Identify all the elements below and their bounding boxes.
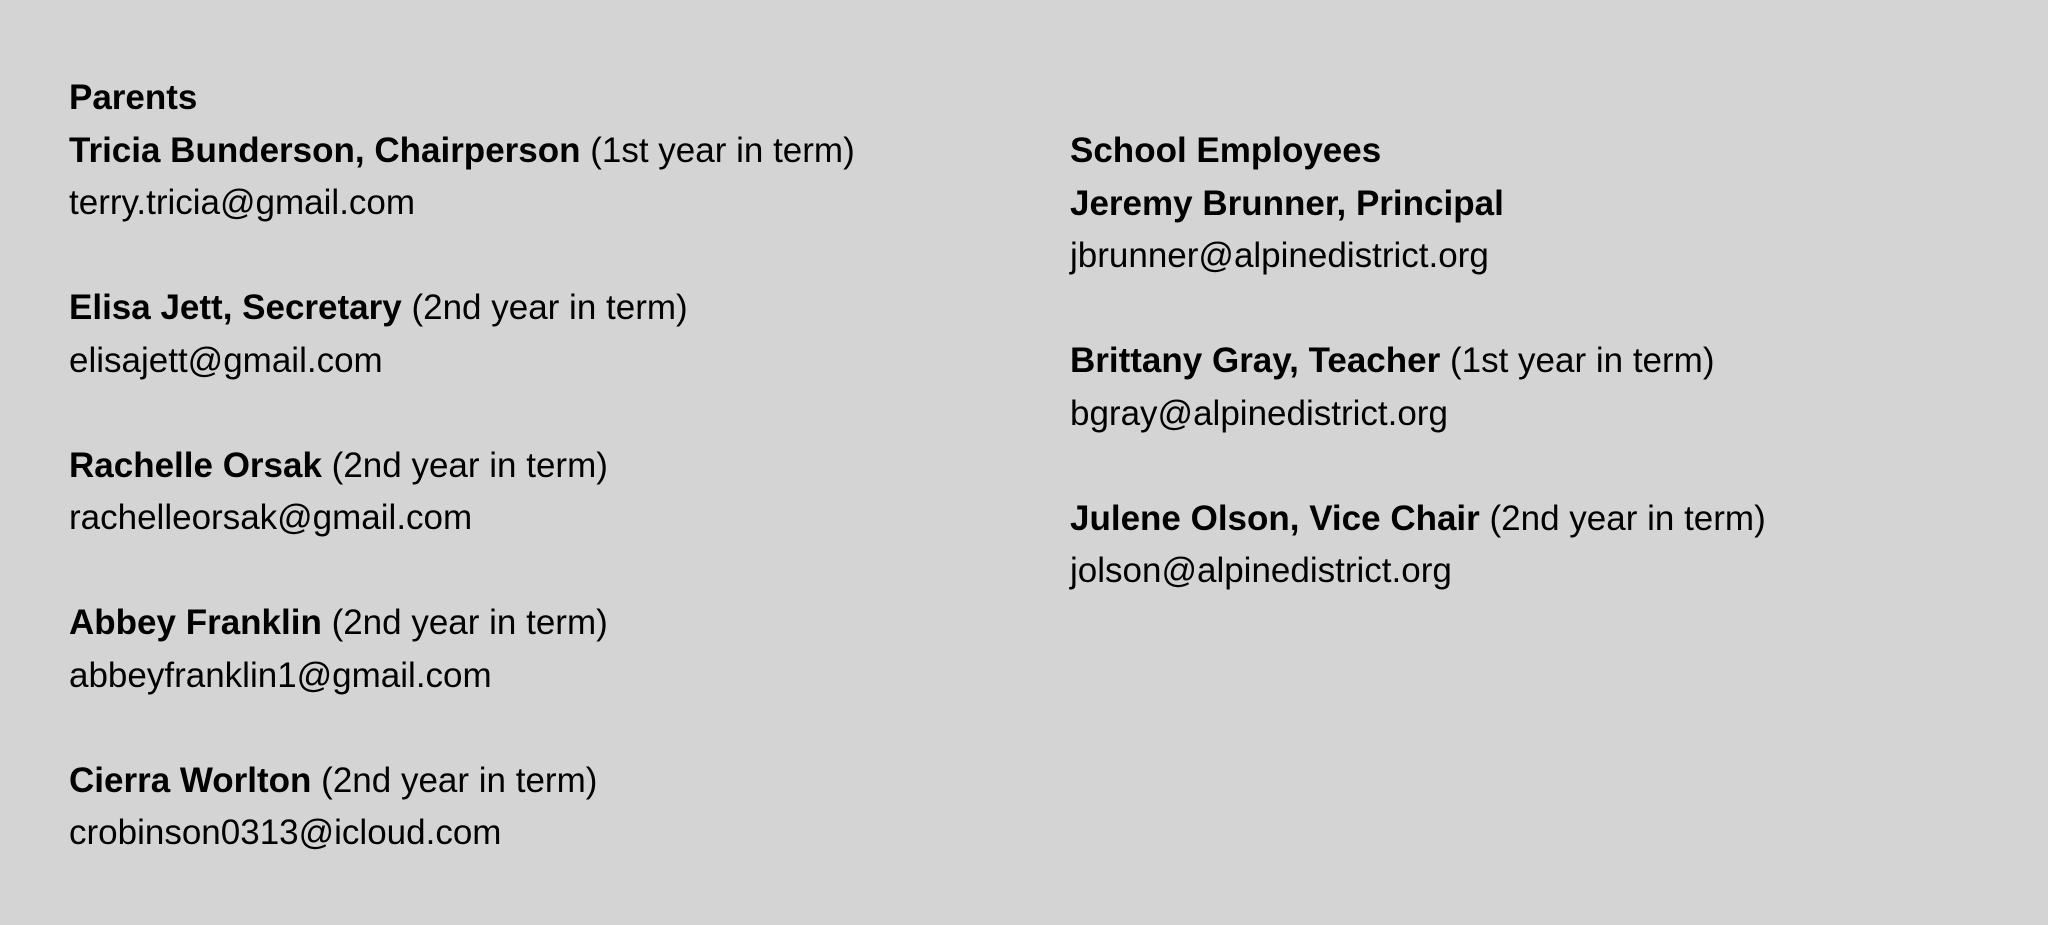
parent-entry	[69, 125, 1029, 230]
parents-heading: Parents	[69, 78, 198, 117]
member-term: (2nd year in term)	[1489, 498, 1766, 538]
parent-entry	[69, 440, 1029, 545]
member-term: (2nd year in term)	[331, 445, 608, 485]
member-name-role: Rachelle Orsak	[69, 445, 322, 485]
parents-column	[69, 72, 1029, 860]
member-term: (1st year in term)	[1449, 341, 1715, 380]
employee-entry	[1070, 493, 1970, 598]
parent-entry	[69, 597, 1029, 702]
member-email[interactable]: jolson@alpinedistrict.org	[1070, 551, 1452, 590]
member-name-role: Cierra Worlton	[69, 760, 312, 800]
member-term: (2nd year in term)	[331, 603, 608, 642]
member-email[interactable]: jbrunner@alpinedistrict.org	[1070, 236, 1489, 275]
employees-heading: School Employees	[1070, 131, 1382, 170]
member-email[interactable]: rachelleorsak@gmail.com	[69, 498, 473, 537]
employees-column	[1070, 125, 1970, 598]
member-email[interactable]: crobinson0313@icloud.com	[69, 813, 502, 852]
member-email[interactable]: abbeyfranklin1@gmail.com	[69, 655, 492, 695]
member-name-role: Jeremy Brunner, Principal	[1070, 183, 1504, 223]
member-email[interactable]: bgray@alpinedistrict.org	[1070, 393, 1448, 433]
parent-entry	[69, 282, 1029, 387]
member-term: (1st year in term)	[590, 130, 855, 170]
member-name-role: Tricia Bunderson, Chairperson	[69, 130, 581, 170]
member-term: (2nd year in term)	[321, 760, 598, 800]
member-email[interactable]: elisajett@gmail.com	[69, 340, 383, 380]
member-name-role: Julene Olson, Vice Chair	[1070, 498, 1480, 538]
member-term: (2nd year in term)	[411, 288, 688, 327]
member-name-role: Elisa Jett, Secretary	[69, 288, 402, 327]
member-name-role: Brittany Gray, Teacher	[1070, 341, 1441, 380]
employee-entry	[1070, 178, 1970, 283]
member-email[interactable]: terry.tricia@gmail.com	[69, 183, 416, 222]
parent-entry	[69, 755, 1029, 860]
employee-entry	[1070, 335, 1970, 440]
member-name-role: Abbey Franklin	[69, 603, 322, 642]
